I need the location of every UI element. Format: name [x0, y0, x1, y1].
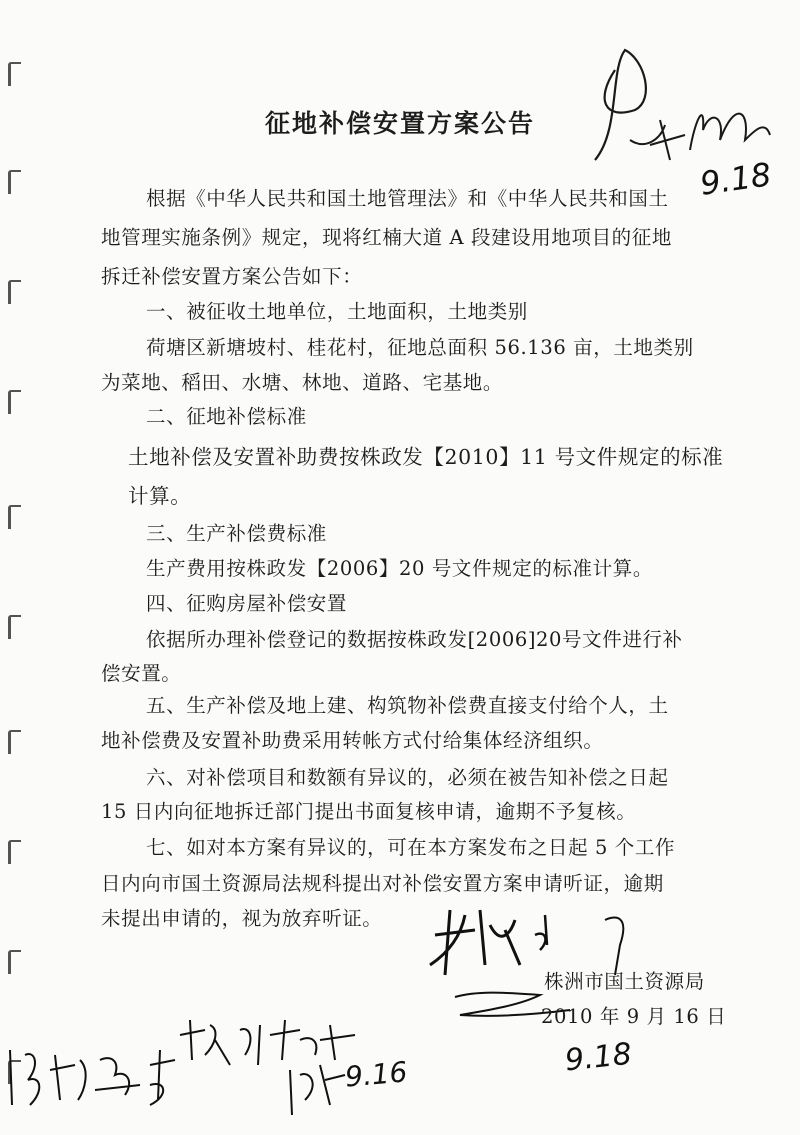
section-4-line-2: 偿安置。	[101, 662, 182, 685]
section-3-heading: 三、生产补偿费标准	[146, 522, 327, 545]
bottom-left-handwriting	[0, 1010, 400, 1130]
section-5-line-1: 五、生产补偿及地上建、构筑物补偿费直接支付给个人，土	[146, 694, 669, 717]
binding-mark	[8, 505, 21, 529]
section-4-heading: 四、征购房屋补偿安置	[146, 592, 348, 615]
section-3-line-1: 生产费用按株政发【2006】20 号文件规定的标准计算。	[146, 557, 653, 580]
section-2-line-1: 土地补偿及安置补助费按株政发【2010】11 号文件规定的标准	[128, 445, 724, 469]
bottom-left-handwritten-date: 9.16	[343, 1055, 409, 1094]
binding-mark	[8, 730, 21, 754]
top-right-handwritten-date: 9.18	[697, 155, 774, 203]
binding-mark	[8, 615, 21, 639]
section-1-heading: 一、被征收土地单位，土地面积，土地类别	[146, 300, 528, 323]
section-1-line-1: 荷塘区新塘坡村、桂花村，征地总面积 56.136 亩，土地类别	[146, 336, 694, 359]
binding-mark	[8, 280, 21, 304]
intro-line-1: 根据《中华人民共和国土地管理法》和《中华人民共和国土	[146, 187, 669, 210]
section-7-line-3: 未提出申请的，视为放弃听证。	[101, 907, 383, 930]
section-2-line-2: 计算。	[128, 484, 192, 508]
section-4-line-1: 依据所办理补偿登记的数据按株政发[2006]20号文件进行补	[146, 628, 683, 651]
issue-date: 2010 年 9 月 16 日	[541, 1005, 727, 1028]
intro-line-2: 地管理实施条例》规定，现将红楠大道 A 段建设用地项目的征地	[101, 226, 672, 249]
binding-mark	[8, 950, 21, 974]
intro-line-3: 拆迁补偿安置方案公告如下：	[101, 265, 363, 288]
section-7-line-1: 七、如对本方案有异议的，可在本方案发布之日起 5 个工作	[146, 836, 676, 859]
section-1-line-2: 为菜地、稻田、水塘、林地、道路、宅基地。	[101, 371, 504, 394]
bottom-right-handwritten-date: 9.18	[563, 1036, 634, 1079]
binding-mark	[8, 840, 21, 864]
issuing-organization: 株洲市国土资源局	[544, 970, 705, 993]
binding-mark	[8, 62, 21, 86]
section-5-line-2: 地补偿费及安置补助费采用转帐方式付给集体经济组织。	[101, 729, 604, 752]
section-2-heading: 二、征地补偿标准	[146, 405, 307, 428]
binding-mark	[8, 170, 21, 194]
section-6-line-2: 15 日内向征地拆迁部门提出书面复核申请，逾期不予复核。	[101, 800, 637, 823]
section-7-line-2: 日内向市国土资源局法规科提出对补偿安置方案申请听证，逾期	[101, 872, 664, 895]
section-6-line-1: 六、对补偿项目和数额有异议的，必须在被告知补偿之日起	[146, 766, 669, 789]
binding-mark	[8, 390, 21, 414]
document-title: 征地补偿安置方案公告	[264, 109, 535, 138]
